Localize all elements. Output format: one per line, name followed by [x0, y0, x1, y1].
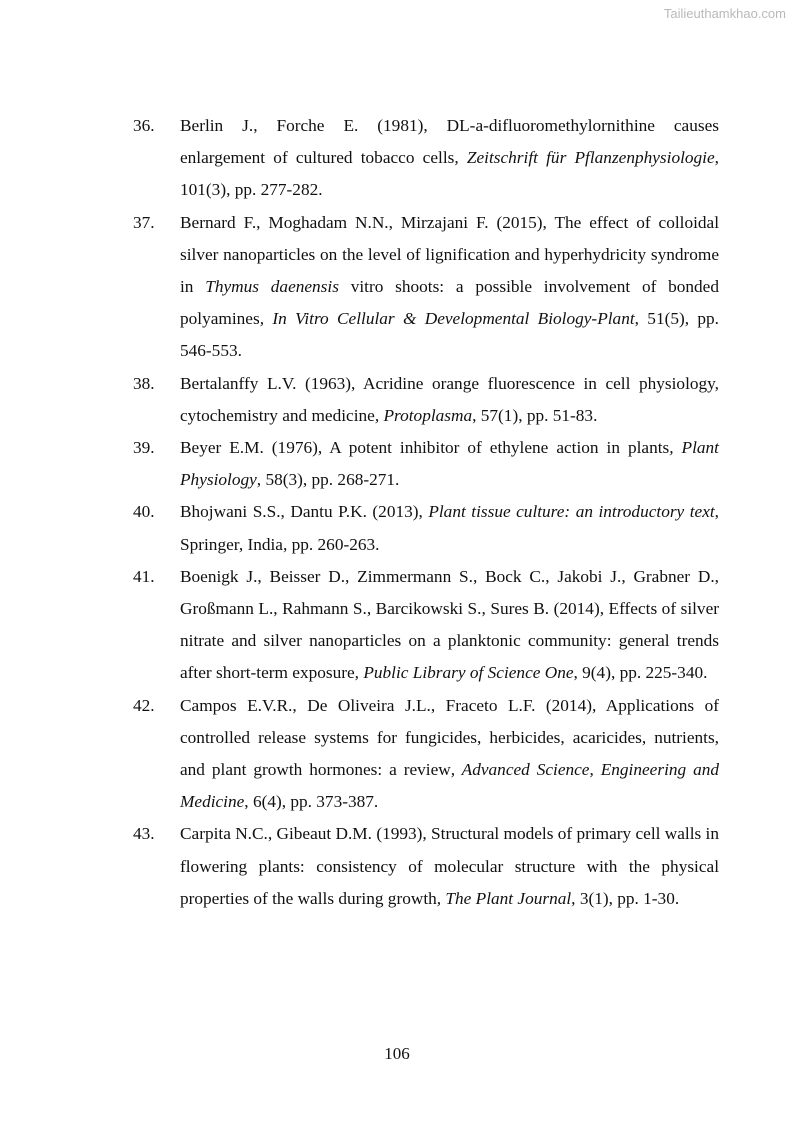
- watermark: Tailieuthamkhao.com: [663, 6, 786, 21]
- reference-text-segment: , 101(3), pp. 277-282.: [180, 148, 719, 200]
- reference-text: [180, 496, 719, 560]
- reference-item: [133, 561, 719, 690]
- reference-text: [180, 110, 719, 207]
- reference-source-italic: , Zeitschrift für Pflanzenphysiologie: [454, 148, 715, 168]
- reference-source-italic: , Plant Physiology: [180, 438, 719, 490]
- reference-item: [133, 690, 719, 819]
- reference-source-italic: , Advanced Science, Engineering and Medicine: [180, 760, 719, 812]
- reference-text-segment: , Springer, India, pp. 260-263.: [180, 502, 719, 554]
- reference-number: 41.: [133, 566, 155, 586]
- reference-text-segment: Bertalanffy L.V. (1963), Acridine orange fluorescence in cell physiology, cytochemistry and medicine: [180, 373, 719, 425]
- reference-text-segment: Carpita N.C., Gibeaut D.M. (1993), Structural models of primary cell walls in flowering plants: consistency of molecular structure with the physical properties of the walls during growth: [180, 824, 719, 908]
- reference-number: 37.: [133, 212, 155, 232]
- reference-text: [180, 368, 719, 432]
- reference-item: [133, 110, 719, 207]
- reference-text-segment: Berlin J., Forche E. (1981), DL-a-difluoromethylornithine causes enlargement of cultured tobacco cells: [180, 116, 719, 168]
- reference-text: [180, 690, 719, 819]
- reference-text-segment: , 57(1), pp. 51-83.: [472, 405, 598, 425]
- reference-text-segment: , 58(3), pp. 268-271.: [256, 470, 400, 490]
- reference-source-italic: , In Vitro Cellular & Developmental Biology-Plant: [259, 309, 635, 329]
- reference-number: 39.: [133, 438, 155, 458]
- reference-item: [133, 818, 719, 915]
- reference-source-italic: Plant tissue culture: an introductory text: [428, 502, 715, 522]
- reference-text-segment: Bhojwani S.S., Dantu P.K. (2013),: [180, 502, 429, 522]
- reference-text: [180, 561, 719, 690]
- reference-text-segment: , 51(5), pp. 546-553.: [180, 309, 719, 361]
- reference-text-segment: Boenigk J., Beisser D., Zimmermann S., Bock C., Jakobi J., Grabner D., Großmann L., Rahmann S., Barcikowski S., Sures B. (2014), Effects of silver nitrate and silver nanoparticles on a planktonic community: general trends after short-term exposure: [180, 566, 719, 683]
- reference-text-segment: Beyer E.M. (1976), A potent inhibitor of ethylene action in plants: [180, 438, 670, 458]
- reference-text: [180, 432, 719, 496]
- reference-number: 36.: [133, 116, 155, 135]
- reference-source-italic: , The Plant Journal: [436, 888, 572, 908]
- reference-text: [180, 207, 719, 368]
- reference-item: [133, 368, 719, 432]
- reference-text-segment: Campos E.V.R., De Oliveira J.L., Fraceto L.F. (2014), Applications of controlled release systems for fungicides, herbicides, acaricides, nutrients, and plant growth hormones: a review: [180, 695, 719, 780]
- reference-number: 40.: [133, 502, 155, 522]
- reference-item: [133, 207, 719, 368]
- reference-text-segment: , 9(4), pp. 225-340.: [573, 663, 708, 683]
- reference-source-italic: , Protoplasma: [374, 405, 473, 425]
- reference-text-segment: , 3(1), pp. 1-30.: [571, 888, 680, 908]
- reference-item: [133, 432, 719, 496]
- reference-number: 38.: [133, 373, 155, 393]
- reference-item: [133, 496, 719, 560]
- reference-number: 43.: [133, 824, 155, 844]
- reference-number: 42.: [133, 695, 155, 715]
- reference-text-segment: , 6(4), pp. 373-387.: [244, 792, 379, 812]
- page-number: 106: [384, 1044, 410, 1063]
- reference-text: [180, 818, 719, 915]
- reference-text-segment: Bernard F., Moghadam N.N., Mirzajani F. (2015), The effect of colloidal silver nanoparticles on the level of lignification and hyperhydricity syndrome in: [180, 212, 719, 297]
- reference-source-italic: Thymus daenensis: [205, 277, 339, 297]
- reference-list: [133, 110, 719, 915]
- reference-text-segment: vitro shoots: a possible involvement of bonded polyamines: [180, 277, 719, 329]
- reference-source-italic: , Public Library of Science One: [354, 663, 574, 683]
